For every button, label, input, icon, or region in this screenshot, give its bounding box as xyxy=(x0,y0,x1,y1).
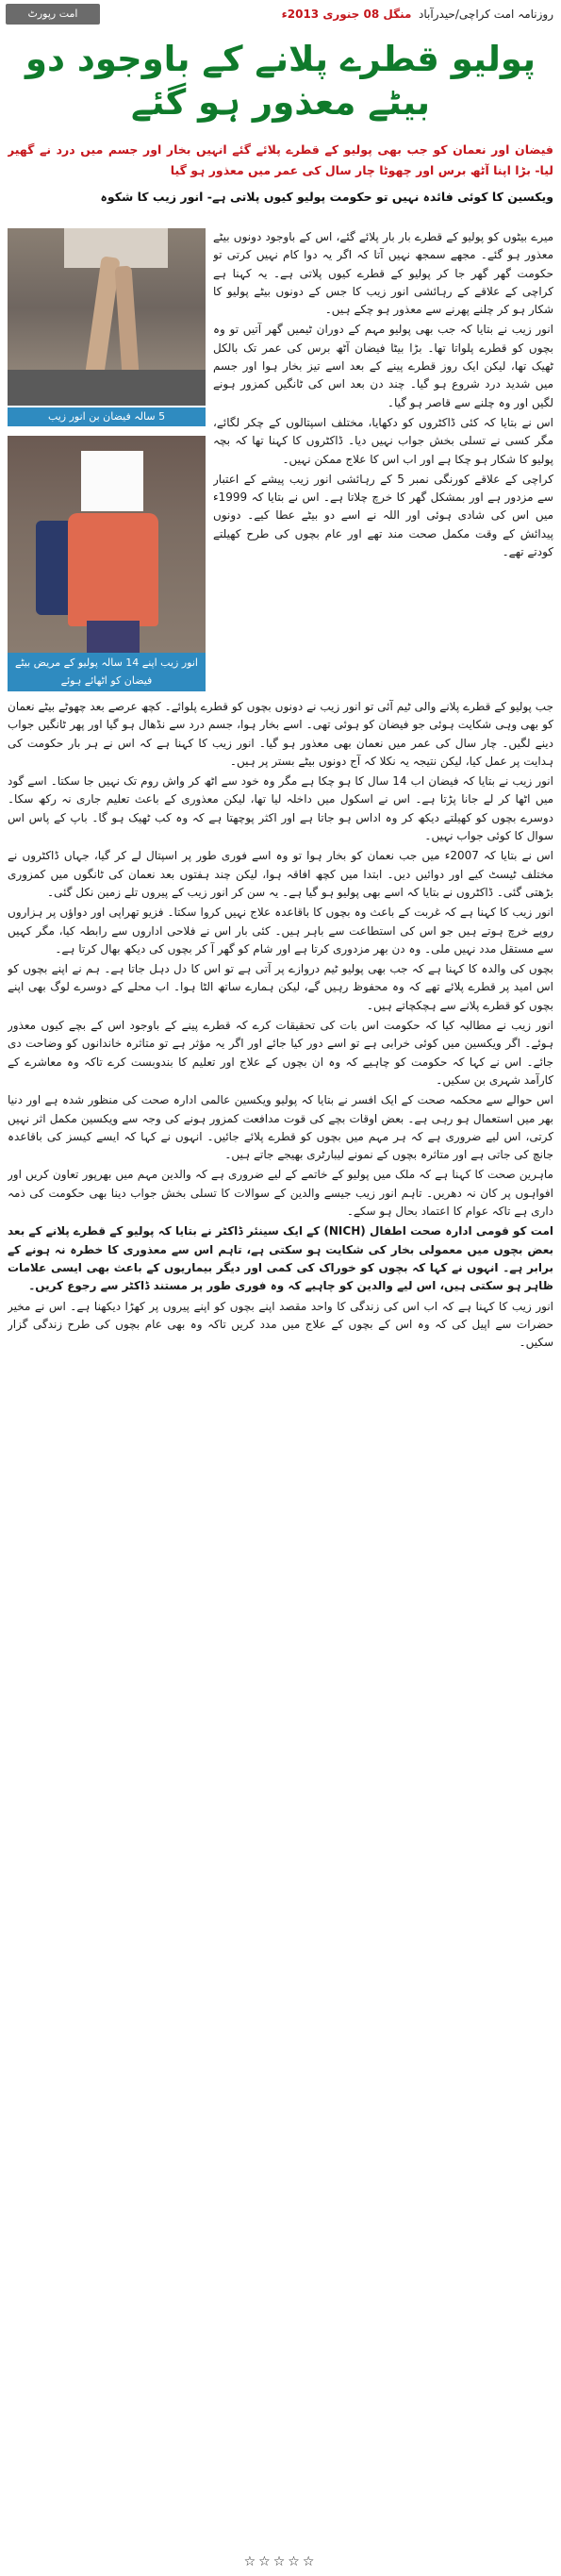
city-line: روزنامہ امت کراچی/حیدرآباد xyxy=(419,8,553,21)
paragraph: انور زیب کا کہنا ہے کہ اب اس کی زندگی کا واحد مقصد اپنے بچوں کو اپنے پیروں پر کھڑا دیکھنا ہے۔ اس نے مخیر حضرات سے اپیل کی کہ وہ اس کے بچوں کے علاج میں مدد کریں تاکہ وہ بھی عام بچوں کی طرح زندگی گزار سکیں۔ xyxy=(8,1299,553,1350)
photo-legs xyxy=(87,621,140,653)
photo-floor xyxy=(8,370,206,406)
paragraph: ماہرین صحت کا کہنا ہے کہ ملک میں پولیو کے خاتمے کے لیے ضروری ہے کہ والدین مہم میں بھرپور تعاون کریں اور افواہوں پر کان نہ دھریں۔ تاہم انور زیب جیسے والدین کے سوالات کا تسلی بخش جواب دینا بھی حکومت کی ذمہ داری ہے تاکہ عوام کا اعتماد بحال ہو سکے۔ xyxy=(8,1168,553,1219)
paragraph: اس نے بتایا کہ 2007ء میں جب نعمان کو بخار ہوا تو وہ اسے فوری طور پر اسپتال لے کر گیا، جہاں ڈاکٹروں نے مختلف ٹیسٹ کیے اور دوائیں دیں۔ ابتدا میں کچھ افاقہ ہوا، لیکن چند ہفتوں بعد نعمان کی ٹانگوں میں کمزوری بڑھتی گئی۔ ڈاکٹروں نے بتایا کہ اسے بھی پولیو ہو گیا ہے۔ یہ سن کر انور زیب کے پیروں تلے زمین نکل گئی۔ xyxy=(8,849,553,899)
paragraph: انور زیب نے بتایا کہ جب بھی پولیو مہم کے دوران ٹیمیں گھر آتیں تو وہ بچوں کو قطرے پلواتا تھا۔ بڑا بیٹا فیضان آٹھ برس کی عمر تک بالکل ٹھیک تھا، لیکن ایک روز قطرے پینے کے بعد اسے تیز بخار ہوا اور جسم میں شدید درد شروع ہو گیا۔ چند دن بعد اس کی ٹانگیں کمزور ہونے لگیں اور وہ چلنے سے قاصر ہو گیا۔ xyxy=(213,323,553,409)
photo2-caption: انور زیب اپنے 14 سالہ پولیو کے مریض بیٹے فیضان کو اٹھائے ہوئے xyxy=(8,653,206,691)
paragraph: انور زیب نے مطالبہ کیا کہ حکومت اس بات کی تحقیقات کرے کہ قطرے پینے کے باوجود اس کے بچے کیوں معذور ہوئے۔ اگر ویکسین میں کوئی خرابی ہے تو اسے دور کیا جائے اور اگر یہ مؤثر ہے تو متاثرہ خاندانوں کو وضاحت دی جائے۔ اس نے کہا کہ حکومت کو چاہیے کہ وہ ان بچوں کے علاج اور تعلیم کا بندوبست کرے تاکہ وہ معاشرے کے کارآمد شہری بن سکیں۔ xyxy=(8,1019,553,1087)
deck: فیضان اور نعمان کو جب بھی پولیو کے قطرے پلائے گئے انہیں بخار اور جسم میں درد نے گھیر لیا- بڑا اپنا آٹھ برس اور چھوٹا چار سال کی عمر میں معذور ہو گیا xyxy=(8,142,553,177)
photo-father-carrying-son xyxy=(8,436,206,653)
photo-child-legs xyxy=(8,228,206,406)
paragraph: انور زیب نے بتایا کہ فیضان اب 14 سال کا ہو چکا ہے مگر وہ خود سے اٹھ کر واش روم تک نہیں جا سکتا۔ اسے گود میں اٹھا کر لے جانا پڑتا ہے۔ اس نے اسکول میں داخلہ لیا تھا، لیکن معذوری کے باعث تعلیم جاری نہ رکھ سکا۔ دوسرے بچوں کو کھیلتے دیکھ کر وہ اداس ہو جاتا ہے اور اکثر پوچھتا ہے کہ وہ کب ٹھیک ہو گا۔ باپ کے پاس اس سوال کا کوئی جواب نہیں۔ xyxy=(8,774,553,843)
paragraph: میرے بیٹوں کو پولیو کے قطرے بار بار پلائے گئے، اس کے باوجود دونوں بیٹے معذور ہو گئے۔ مجھے سمجھ نہیں آتا کہ اگر یہ دوا کام نہیں کرتی تو حکومت گھر گھر جا کر پولیو کے قطرے کیوں پلاتی ہے۔ یہ کہنا ہے کراچی کے علاقے کے رہائشی انور زیب کا جس کے دونوں بیٹے پولیو کا شکار ہو کر چلنے پھرنے سے معذور ہو چکے ہیں۔ xyxy=(213,230,553,317)
end-stars: ☆☆☆☆☆ xyxy=(243,2554,318,2569)
paragraph: جب پولیو کے قطرے پلانے والی ٹیم آئی تو انور زیب نے دونوں بچوں کو قطرے پلوائے۔ کچھ عرصے بعد چھوٹے بیٹے نعمان کو بھی وہی شکایت ہوئی جو فیضان کو ہوئی تھی۔ اسے بخار ہوا، جسم درد سے نڈھال ہو گیا اور پھر ٹانگیں جواب دینے لگیں۔ چار سال کی عمر میں نعمان بھی معذور ہو گیا۔ انور زیب کا کہنا ہے کہ اس نے ہر بار حکومت کی ہدایت پر عمل کیا، لیکن نتیجہ یہ نکلا کہ آج دونوں بیٹے بستر پر ہیں۔ xyxy=(8,700,553,768)
paragraph: اس نے بتایا کہ کئی ڈاکٹروں کو دکھایا، مختلف اسپتالوں کے چکر لگائے، مگر کسی نے تسلی بخش جواب نہیں دیا۔ ڈاکٹروں کا کہنا تھا کہ بچہ پولیو کا شکار ہو چکا ہے اور اب اس کا علاج ممکن نہیں۔ xyxy=(213,415,553,466)
section-kicker: امت رپورٹ xyxy=(6,4,100,25)
paragraph: امت کو قومی ادارہ صحت اطفال (NICH) کے ایک سینئر ڈاکٹر نے بتایا کہ پولیو کے قطرے پلانے کے بعد بعض بچوں میں معمولی بخار کی شکایت ہو سکتی ہے، تاہم اس سے معذوری کا خطرہ نہ ہونے کے برابر ہے۔ انہوں نے کہا کہ بچوں کو خوراک کی کمی اور دیگر بیماریوں کے باعث بھی ایسی علامات ظاہر ہو سکتی ہیں، اس لیے والدین کو چاہیے کہ وہ فوری طور پر مستند ڈاکٹر سے رجوع کریں۔ xyxy=(8,1224,553,1293)
article-column-full xyxy=(8,698,553,2547)
dateline xyxy=(282,8,553,21)
photo-blur-face xyxy=(81,451,143,511)
paragraph: بچوں کی والدہ کا کہنا ہے کہ جب بھی پولیو ٹیم دروازے پر آتی ہے تو اس کا دل دہل جاتا ہے۔ ہم نے اپنے بچوں کو اس امید پر قطرے پلائے تھے کہ وہ محفوظ رہیں گے، لیکن ہمارے ساتھ الٹا ہوا۔ اب محلے کے دوسرے لوگ بھی اپنے بچوں کو قطرے پلانے سے ہچکچاتے ہیں۔ xyxy=(8,962,553,1012)
paragraph: انور زیب کا کہنا ہے کہ غربت کے باعث وہ بچوں کا باقاعدہ علاج نہیں کروا سکتا۔ فزیو تھراپی اور دواؤں پر ہزاروں روپے خرچ ہوتے ہیں جو اس کی استطاعت سے باہر ہیں۔ کئی بار اس نے فلاحی اداروں سے رابطہ کیا، مگر کہیں سے مستقل مدد نہیں ملی۔ وہ دن بھر مزدوری کرتا ہے اور شام کو گھر آ کر بچوں کی دیکھ بھال کرتا ہے۔ xyxy=(8,906,553,956)
photo-body xyxy=(68,513,158,626)
headline: پولیو قطرے پلانے کے باوجود دو بیٹے معذور ہو گئے xyxy=(25,39,536,123)
paragraph: اس حوالے سے محکمہ صحت کے ایک افسر نے بتایا کہ پولیو ویکسین عالمی ادارہ صحت کی منظور شدہ ہے اور دنیا بھر میں استعمال ہو رہی ہے۔ بعض اوقات بچے کی قوت مدافعت کمزور ہونے کی وجہ سے ویکسین مکمل اثر نہیں کرتی، اس لیے ضروری ہے کہ ہر مہم میں بچوں کو قطرے پلائے جائیں۔ انہوں نے کہا کہ ایسے کیسز کی باقاعدہ جانچ کی جاتی ہے اور متاثرہ بچوں کے نمونے لیبارٹری بھیجے جاتے ہیں۔ xyxy=(8,1093,553,1162)
photo1-caption: 5 سالہ فیضان بن انور زیب xyxy=(8,407,206,426)
article-column-narrow xyxy=(213,228,553,694)
date-line: منگل 08 جنوری 2013ء xyxy=(281,8,412,21)
paragraph: کراچی کے علاقے کورنگی نمبر 5 کے رہائشی انور زیب پیشے کے اعتبار سے مزدور ہے اور بمشکل گھر کا خرچ چلاتا ہے۔ اس نے بتایا کہ 1999ء میں اس کی شادی ہوئی اور اللہ نے اسے دو بیٹے عطا کیے۔ دونوں پیدائش کے وقت مکمل صحت مند تھے اور عام بچوں کی طرح کھیلتے کودتے تھے۔ xyxy=(213,472,553,559)
intro-line: ویکسین کا کوئی فائدہ نہیں تو حکومت پولیو کیوں پلاتی ہے- انور زیب کا شکوہ xyxy=(100,190,553,204)
